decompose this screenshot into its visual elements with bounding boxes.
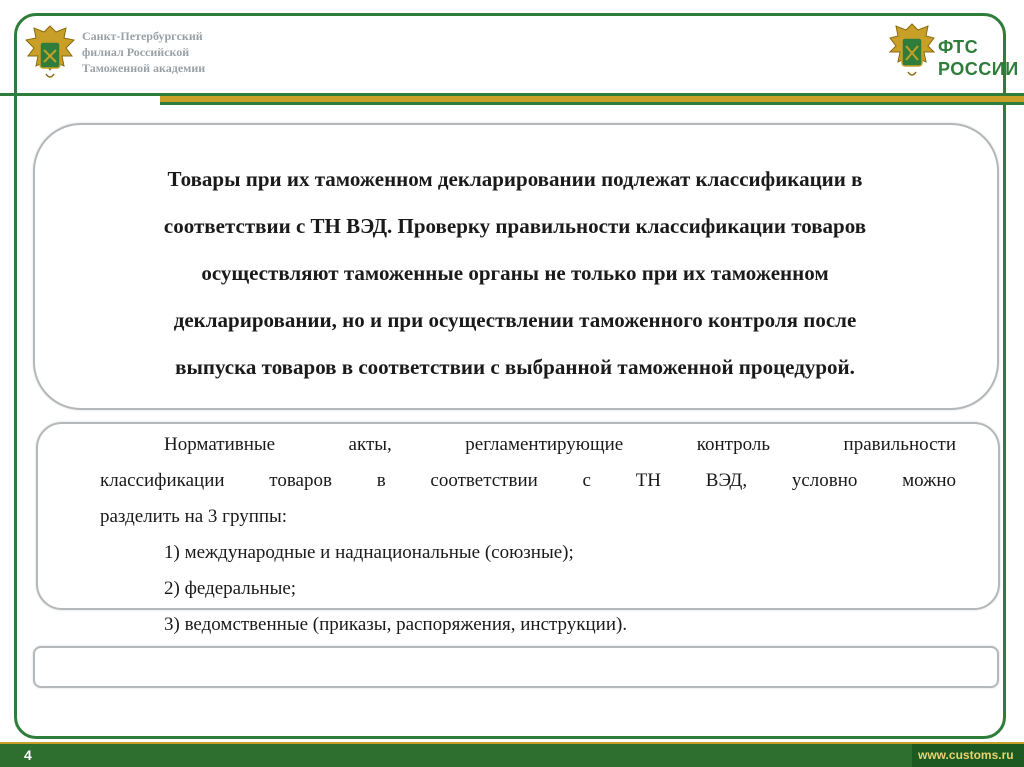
fts-logo-line: РОССИИ xyxy=(938,59,1019,79)
main-text-line: соответствии с ТН ВЭД. Проверку правильности классификации товаров xyxy=(163,214,867,238)
main-text-line: Товары при их таможенном декларировании подлежат классификации в xyxy=(167,167,863,191)
academy-name-line: Санкт-Петербургский xyxy=(82,29,203,43)
main-text-line: выпуска товаров в соответствии с выбранной таможенной процедурой. xyxy=(175,355,855,379)
main-text-line: осуществляют таможенные органы не только при их таможенном xyxy=(201,261,829,285)
normative-list-item: 2) федеральные; xyxy=(164,578,297,599)
site-url-link[interactable]: www.customs.ru xyxy=(918,748,1014,762)
normative-intro-line: разделить на 3 группы: xyxy=(100,506,288,527)
academy-name xyxy=(82,28,262,76)
normative-intro-line: классификации товаров в соответствии с ТН ВЭД, условно можно xyxy=(100,470,956,491)
normative-text xyxy=(100,427,956,643)
main-text-line: декларировании, но и при осуществлении таможенного контроля после xyxy=(173,308,857,332)
page-number: 4 xyxy=(24,747,32,763)
eagle-emblem-icon xyxy=(888,20,936,82)
eagle-emblem-icon xyxy=(22,22,78,84)
normative-list-item: 3) ведомственные (приказы, распоряжения, инструкции). xyxy=(164,614,628,635)
empty-box xyxy=(33,646,999,688)
footer-bar xyxy=(0,742,1024,767)
academy-name-line: Таможенной академии xyxy=(82,61,206,75)
main-text xyxy=(70,156,960,391)
fts-logo-line: ФТС xyxy=(938,37,979,57)
footer-gold-line xyxy=(0,742,1024,744)
normative-intro-line: Нормативные акты, регламентирующие контроль правильности xyxy=(164,434,956,455)
fts-logo xyxy=(938,36,1019,80)
normative-list-item: 1) международные и наднациональные (союзные); xyxy=(164,542,574,563)
academy-name-line: филиал Российской xyxy=(82,45,190,59)
